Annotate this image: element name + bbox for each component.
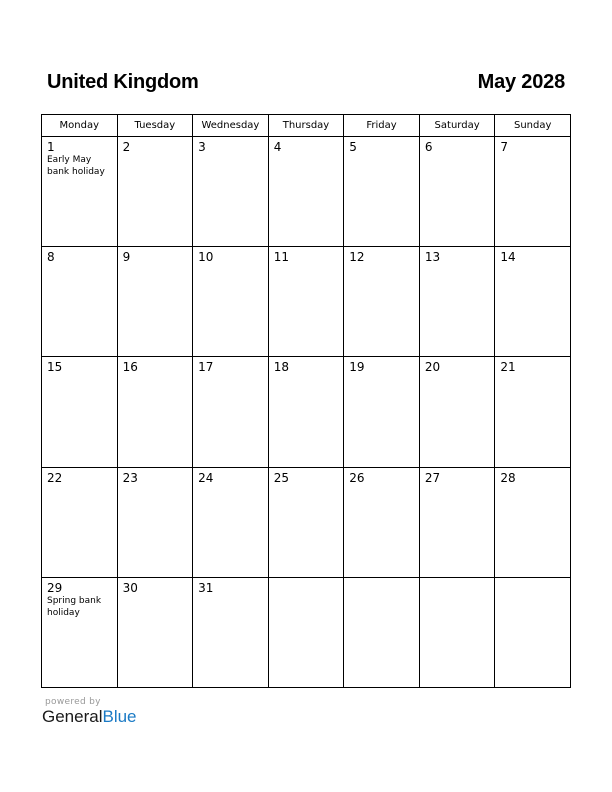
day-number: 30 <box>122 580 138 595</box>
holiday-label: Early May bank holiday <box>47 155 105 177</box>
day-cell <box>495 467 571 577</box>
day-cell <box>268 357 344 467</box>
week-row <box>42 247 571 357</box>
day-number: 25 <box>273 470 289 485</box>
day-number: 20 <box>424 360 441 375</box>
powered-by-text: powered by <box>45 697 101 707</box>
footer-branding <box>42 697 137 727</box>
day-cell <box>117 467 193 577</box>
week-row <box>42 577 571 687</box>
day-number: 2 <box>122 140 131 154</box>
day-number: 27 <box>424 470 441 485</box>
day-number: 3 <box>198 140 206 154</box>
day-number: 29 <box>47 580 63 595</box>
day-cell <box>117 247 193 357</box>
day-cell <box>193 357 269 467</box>
day-cell <box>268 467 344 577</box>
weekday-header: Sunday <box>495 115 571 137</box>
day-cell <box>193 577 269 687</box>
day-number: 28 <box>500 470 516 485</box>
day-number: 16 <box>122 360 138 375</box>
day-number: 31 <box>198 580 214 595</box>
brand-blue-text: Blue <box>102 707 137 726</box>
week-row <box>42 467 571 577</box>
country-title: United Kingdom <box>47 71 199 93</box>
day-cell <box>495 357 571 467</box>
day-cell <box>117 577 193 687</box>
day-cell <box>268 137 344 247</box>
day-number: 5 <box>349 140 357 154</box>
day-number: 24 <box>198 470 214 485</box>
day-cell <box>419 247 495 357</box>
day-number: 11 <box>273 250 289 265</box>
day-cell <box>42 247 118 357</box>
weekday-header: Friday <box>344 115 420 137</box>
day-cell <box>495 247 571 357</box>
day-number: 21 <box>500 360 516 375</box>
day-number: 6 <box>424 140 433 154</box>
day-number: 19 <box>349 360 365 375</box>
day-number: 14 <box>500 250 516 265</box>
day-number: 13 <box>424 250 441 265</box>
day-cell <box>268 247 344 357</box>
day-cell <box>193 247 269 357</box>
day-number: 18 <box>273 360 289 375</box>
day-cell <box>495 137 571 247</box>
day-number: 23 <box>122 470 138 485</box>
day-number: 17 <box>198 360 214 375</box>
weekday-header: Monday <box>42 115 118 137</box>
day-cell <box>42 577 118 687</box>
day-cell <box>193 137 269 247</box>
day-cell <box>268 577 344 687</box>
weekday-header: Thursday <box>268 115 344 137</box>
week-row <box>42 357 571 467</box>
calendar-grid <box>41 114 571 688</box>
day-number: 26 <box>349 470 365 485</box>
day-cell <box>495 577 571 687</box>
day-number: 10 <box>198 250 214 265</box>
brand-general-text: General <box>42 707 103 726</box>
day-cell <box>419 467 495 577</box>
day-number: 7 <box>500 140 509 154</box>
day-cell <box>42 357 118 467</box>
day-cell <box>344 247 420 357</box>
day-number: 15 <box>47 360 63 375</box>
weekday-header: Wednesday <box>193 115 269 137</box>
day-cell <box>117 357 193 467</box>
day-number: 4 <box>273 140 282 154</box>
weekday-header: Saturday <box>419 115 495 137</box>
day-cell <box>344 357 420 467</box>
day-cell <box>344 577 420 687</box>
day-cell <box>419 137 495 247</box>
day-number: 8 <box>47 250 55 265</box>
day-number: 9 <box>122 250 131 265</box>
holiday-label: Spring bank holiday <box>47 595 102 618</box>
day-cell <box>344 467 420 577</box>
day-cell <box>344 137 420 247</box>
weekday-header: Tuesday <box>117 115 193 137</box>
generalblue-logo[interactable] <box>42 707 137 727</box>
day-number: 12 <box>349 250 365 265</box>
day-number: 22 <box>47 470 63 485</box>
day-cell <box>193 467 269 577</box>
day-cell <box>42 137 118 247</box>
day-cell <box>419 577 495 687</box>
week-row <box>42 137 571 247</box>
month-year-title: May 2028 <box>477 71 565 93</box>
day-number: 1 <box>47 140 55 154</box>
weekday-header-row <box>42 115 571 137</box>
day-cell <box>419 357 495 467</box>
day-cell <box>42 467 118 577</box>
day-cell <box>117 137 193 247</box>
